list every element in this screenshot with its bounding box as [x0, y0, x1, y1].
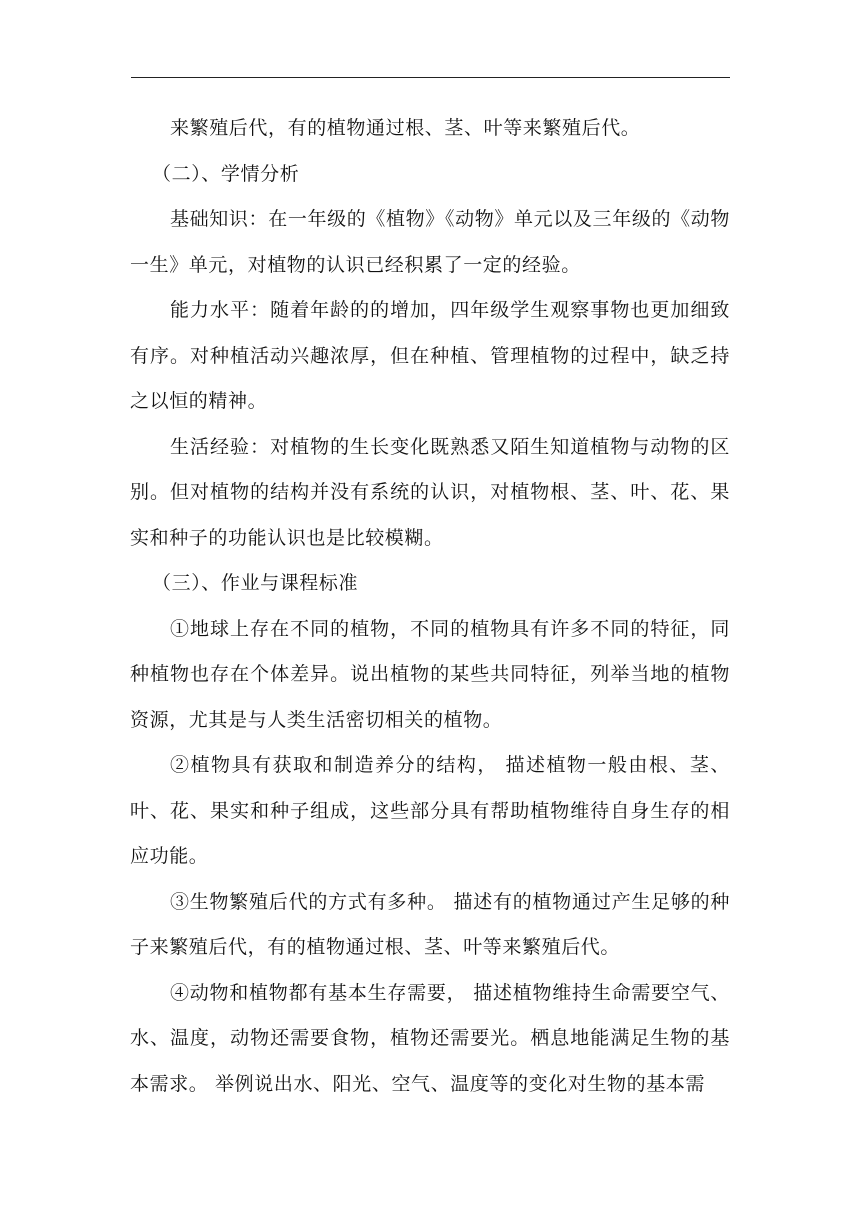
- paragraph-basic-knowledge: 基础知识：在一年级的《植物》《动物》单元以及三年级的《动物一生》单元，对植物的认识已经积累了一定的经验。: [130, 208, 730, 276]
- section-heading-learning-analysis: （二）、学情分析: [152, 162, 300, 185]
- paragraph-standard-4: ④动物和植物都有基本生存需要， 描述植物维持生命需要空气、水、温度，动物还需要食物，植物还需要光。栖息地能满足生物的基本需求。 举例说出水、阳光、空气、温度等的变化对生物的基本需: [130, 981, 730, 1095]
- document-body: [130, 106, 730, 1107]
- paragraph-ability-level: 能力水平：随着年龄的的增加，四年级学生观察事物也更加细致有序。对种植活动兴趣浓厚，但在种植、管理植物的过程中，缺乏持之以恒的精神。: [130, 299, 730, 412]
- paragraph-standard-1: ①地球上存在不同的植物，不同的植物具有许多不同的特征，同种植物也存在个体差异。说出植物的某些共同特征，列举当地的植物资源，尤其是与人类生活密切相关的植物。: [130, 617, 730, 731]
- paragraph-standard-3: ③生物繁殖后代的方式有多种。 描述有的植物通过产生足够的种子来繁殖后代，有的植物通过根、茎、叶等来繁殖后代。: [130, 890, 730, 958]
- paragraph-standard-2: ②植物具有获取和制造养分的结构， 描述植物一般由根、茎、叶、花、果实和种子组成，这些部分具有帮助植物维待自身生存的相应功能。: [130, 754, 730, 867]
- paragraph-continuation: 来繁殖后代，有的植物通过根、茎、叶等来繁殖后代。: [170, 117, 641, 139]
- section-heading-homework-standards: （三）、作业与课程标准: [152, 572, 359, 594]
- paragraph-life-experience: 生活经验：对植物的生长变化既熟悉又陌生知道植物与动物的区别。但对植物的结构并没有系统的认识，对植物根、茎、叶、花、果实和种子的功能认识也是比较模糊。: [130, 435, 730, 549]
- header-rule: [131, 77, 730, 78]
